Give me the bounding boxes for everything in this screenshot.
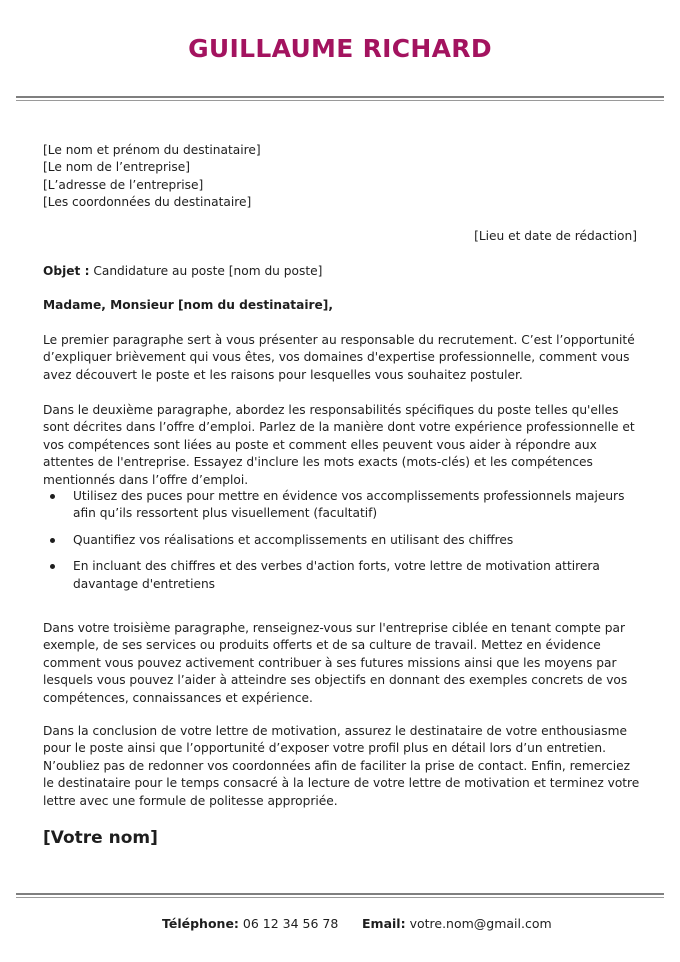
subject-text: Candidature au poste [nom du poste]: [93, 264, 323, 278]
list-item-text: Quantifiez vos réalisations et accomplissements en utilisant des chiffres: [73, 532, 514, 547]
recipient-contact-line: [Les coordonnées du destinataire]: [43, 195, 252, 210]
bullet-icon: [50, 494, 55, 499]
list-item: [43, 558, 643, 593]
applicant-name: GUILLAUME RICHARD: [188, 34, 492, 63]
email-value: votre.nom@gmail.com: [409, 916, 552, 931]
recipient-company-line: [Le nom de l’entreprise]: [43, 160, 190, 175]
bullet-icon: [50, 538, 55, 543]
footer-email: [362, 916, 552, 931]
recipient-block: [43, 142, 261, 212]
place-and-date: [Lieu et date de rédaction]: [474, 229, 637, 243]
list-item: [43, 532, 643, 549]
list-item-text: Utilisez des puces pour mettre en évidence vos accomplissements professionnels majeurs afin qu’ils ressortent plus visuellement (facultatif): [73, 489, 625, 521]
recipient-address-line: [L’adresse de l’entreprise]: [43, 177, 204, 192]
footer-phone: [162, 916, 338, 931]
subject-line: [43, 263, 322, 280]
subject-label: Objet :: [43, 264, 90, 278]
phone-value: 06 12 34 56 78: [242, 916, 339, 931]
paragraph-conclusion: Dans la conclusion de votre lettre de motivation, assurez le destinataire de votre enthousiasme pour le poste ainsi que l’opportunité d’exposer votre profil plus en détail lors d’un entretien. N’oubliez pas de redonner vos coordonnées afin de faciliter la prise de contact. Enfin, remerciez le destinataire pour le temps consacré à la lecture de votre lettre de motivation et terminez votre lettre avec une formule de politesse appropriée.: [43, 724, 640, 808]
paragraph-company: Dans votre troisième paragraphe, renseignez-vous sur l'entreprise ciblée en tenant compte par exemple, de ses services ou produits offerts et de sa culture de travail. Mettez en évidence comment vous pouvez activement contribuer à ses futures missions ainsi que les moyens par lesquels vous pouvez l’aider à atteindre ses objectifs en donnant des exemples concrets de vos compétences, connaissances et expérience.: [43, 621, 628, 705]
signature-name: [Votre nom]: [43, 828, 158, 848]
bullet-icon: [50, 564, 55, 569]
paragraph-intro: Le premier paragraphe sert à vous présenter au responsable du recrutement. C’est l’opportunité d’expliquer brièvement qui vous êtes, vos domaines d'expertise professionnelle, comment vous avez découvert le poste et les raisons pour lesquelles vous souhaitez postuler.: [43, 333, 635, 382]
salutation: Madame, Monsieur [nom du destinataire],: [43, 298, 334, 312]
header-divider: [16, 96, 664, 101]
list-item-text: En incluant des chiffres et des verbes d'action forts, votre lettre de motivation attirera davantage d'entretiens: [73, 559, 600, 591]
phone-label: Téléphone:: [162, 916, 239, 931]
email-label: Email:: [362, 916, 406, 931]
list-item: [43, 488, 643, 523]
paragraph-experience: Dans le deuxième paragraphe, abordez les responsabilités spécifiques du poste telles qu'elles sont décrites dans l’offre d’emploi. Parlez de la manière dont votre expérience professionnelle et vos compétences sont liées au poste et comment elles peuvent vous aider à répondre aux attentes de l'entreprise. Essayez d'inclure les mots exacts (mots-clés) et les compétences mentionnés dans l’offre d’emploi.: [43, 403, 635, 487]
achievements-list: [43, 488, 643, 602]
recipient-name-line: [Le nom et prénom du destinataire]: [43, 143, 261, 157]
footer-divider: [16, 893, 664, 898]
